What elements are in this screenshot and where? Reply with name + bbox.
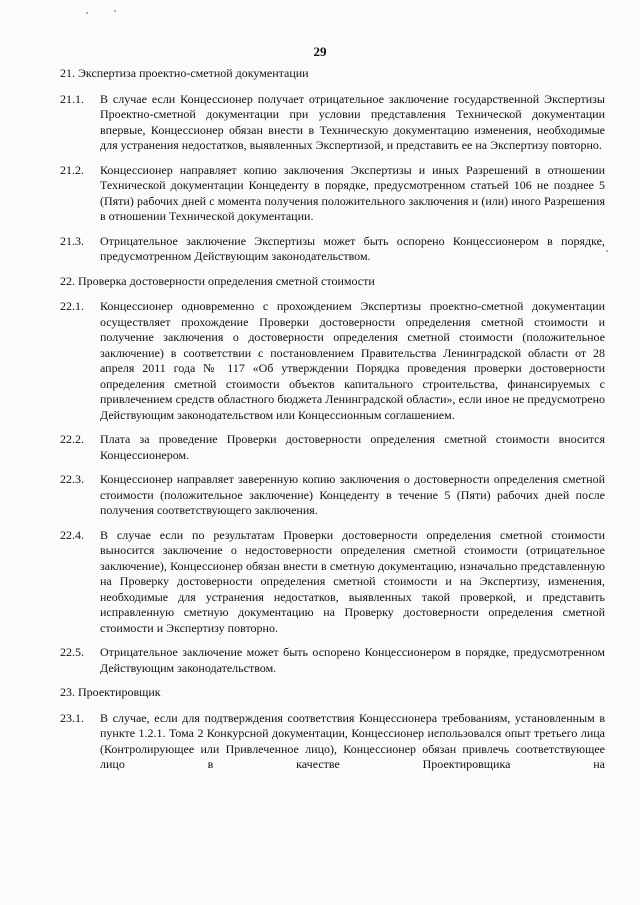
clause-text: Отрицательное заключение может быть оспорено Концессионером в порядке, предусмотренном Действующим законодательством. xyxy=(100,645,605,675)
clause-text: В случае если Концессионер получает отрицательное заключение государственной Экспертизы Проектно-сметной документации при условии представления Технической документации впервые, Концессионер обязан внести в Техническую документацию изменения, необходимые для устранения недостатков, выявленных Экспертизой, и представить ее на Экспертизу повторно. xyxy=(100,91,605,152)
section-heading: 22. Проверка достоверности определения сметной стоимости xyxy=(60,273,375,288)
clause xyxy=(60,92,605,154)
clause-text: Отрицательное заключение Экспертизы может быть оспорено Концессионером в порядке, предусмотренном Действующим законодательством. xyxy=(100,233,605,263)
clause xyxy=(60,528,605,637)
clause-number: 22.3. xyxy=(60,472,84,486)
page-number: 29 xyxy=(313,44,327,59)
clause-number: 21.3. xyxy=(60,233,84,248)
clause-number: 23.1. xyxy=(60,710,84,725)
scan-speck xyxy=(606,250,608,252)
clause xyxy=(60,472,605,519)
clause xyxy=(60,299,605,423)
clause-text: В случае если по результатам Проверки достоверности определения сметной стоимости выносится заключение о недостоверности определения сметной стоимости (отрицательное заключение), Концессионер обязан внести в сметную документацию, изначально представленную на Проверку достоверности определения сметной стоимости и на Экспертизу, изменения, необходимые для устранения недостатков, выявленных такой проверкой, и представить исправленную сметную документацию на Проверку достоверности определения сметной стоимости и Экспертизу повторно. xyxy=(100,527,605,635)
scan-speck xyxy=(86,12,88,14)
clause xyxy=(60,432,605,463)
clause-number: 22.1. xyxy=(60,299,84,313)
clause-text: Концессионер одновременно с прохождением Экспертизы проектно-сметной документации осуществляет прохождение Проверки достоверности определения сметной стоимости и получение заключения о достоверности определения сметной стоимости (положительное заключение) в соответствии с постановлением Правительства Ленинградской области от 28 апреля 2011 года № 117 «Об утверждении Порядка проведения проверки достоверности определения сметной стоимости объектов капитального строительства, финансируемых с привлечением средств областного бюджета Ленинградской области», если иное не предусмотрено Действующим законодательством или Концессионным соглашением. xyxy=(100,299,605,422)
clause-text: Концессионер направляет копию заключения Экспертизы и иных Разрешений в отношении Технической документации Концеденту в порядке, предусмотренном статьей 106 не позднее 5 (Пяти) рабочих дней с момента получения положительного заключения и (или) иного Разрешения в отношении Технической документации. xyxy=(100,162,605,223)
clause-number: 21.1. xyxy=(60,91,84,106)
clause-number: 22.2. xyxy=(60,432,84,446)
section-heading: 23. Проектировщик xyxy=(60,685,161,699)
clause-number: 22.5. xyxy=(60,645,84,659)
scan-speck xyxy=(114,10,116,12)
clause-number: 21.2. xyxy=(60,162,84,177)
clause-number: 22.4. xyxy=(60,527,84,542)
clause xyxy=(60,711,605,773)
document-body xyxy=(60,66,605,782)
clause-text: Плата за проведение Проверки достоверности определения сметной стоимости вносится Концессионером. xyxy=(100,432,605,462)
clause xyxy=(60,645,605,676)
section-heading: 21. Экспертиза проектно-сметной документации xyxy=(60,66,309,80)
clause-text: В случае, если для подтверждения соответствия Концессионера требованиям, установленным в пункте 1.2.1. Тома 2 Конкурсной документации, Концессионер использовался опыт третьего лица (Контролирующее или Привлеченное лицо), Концессионер обязан привлечь соответствующее лицо в качестве Проектировщика на xyxy=(100,710,605,771)
clause xyxy=(60,163,605,225)
clause xyxy=(60,234,605,265)
clause-text: Концессионер направляет заверенную копию заключения о достоверности определения сметной стоимости (положительное заключение) Концеденту в течение 5 (Пяти) рабочих дней после получения соответствующего заключения. xyxy=(100,472,605,517)
